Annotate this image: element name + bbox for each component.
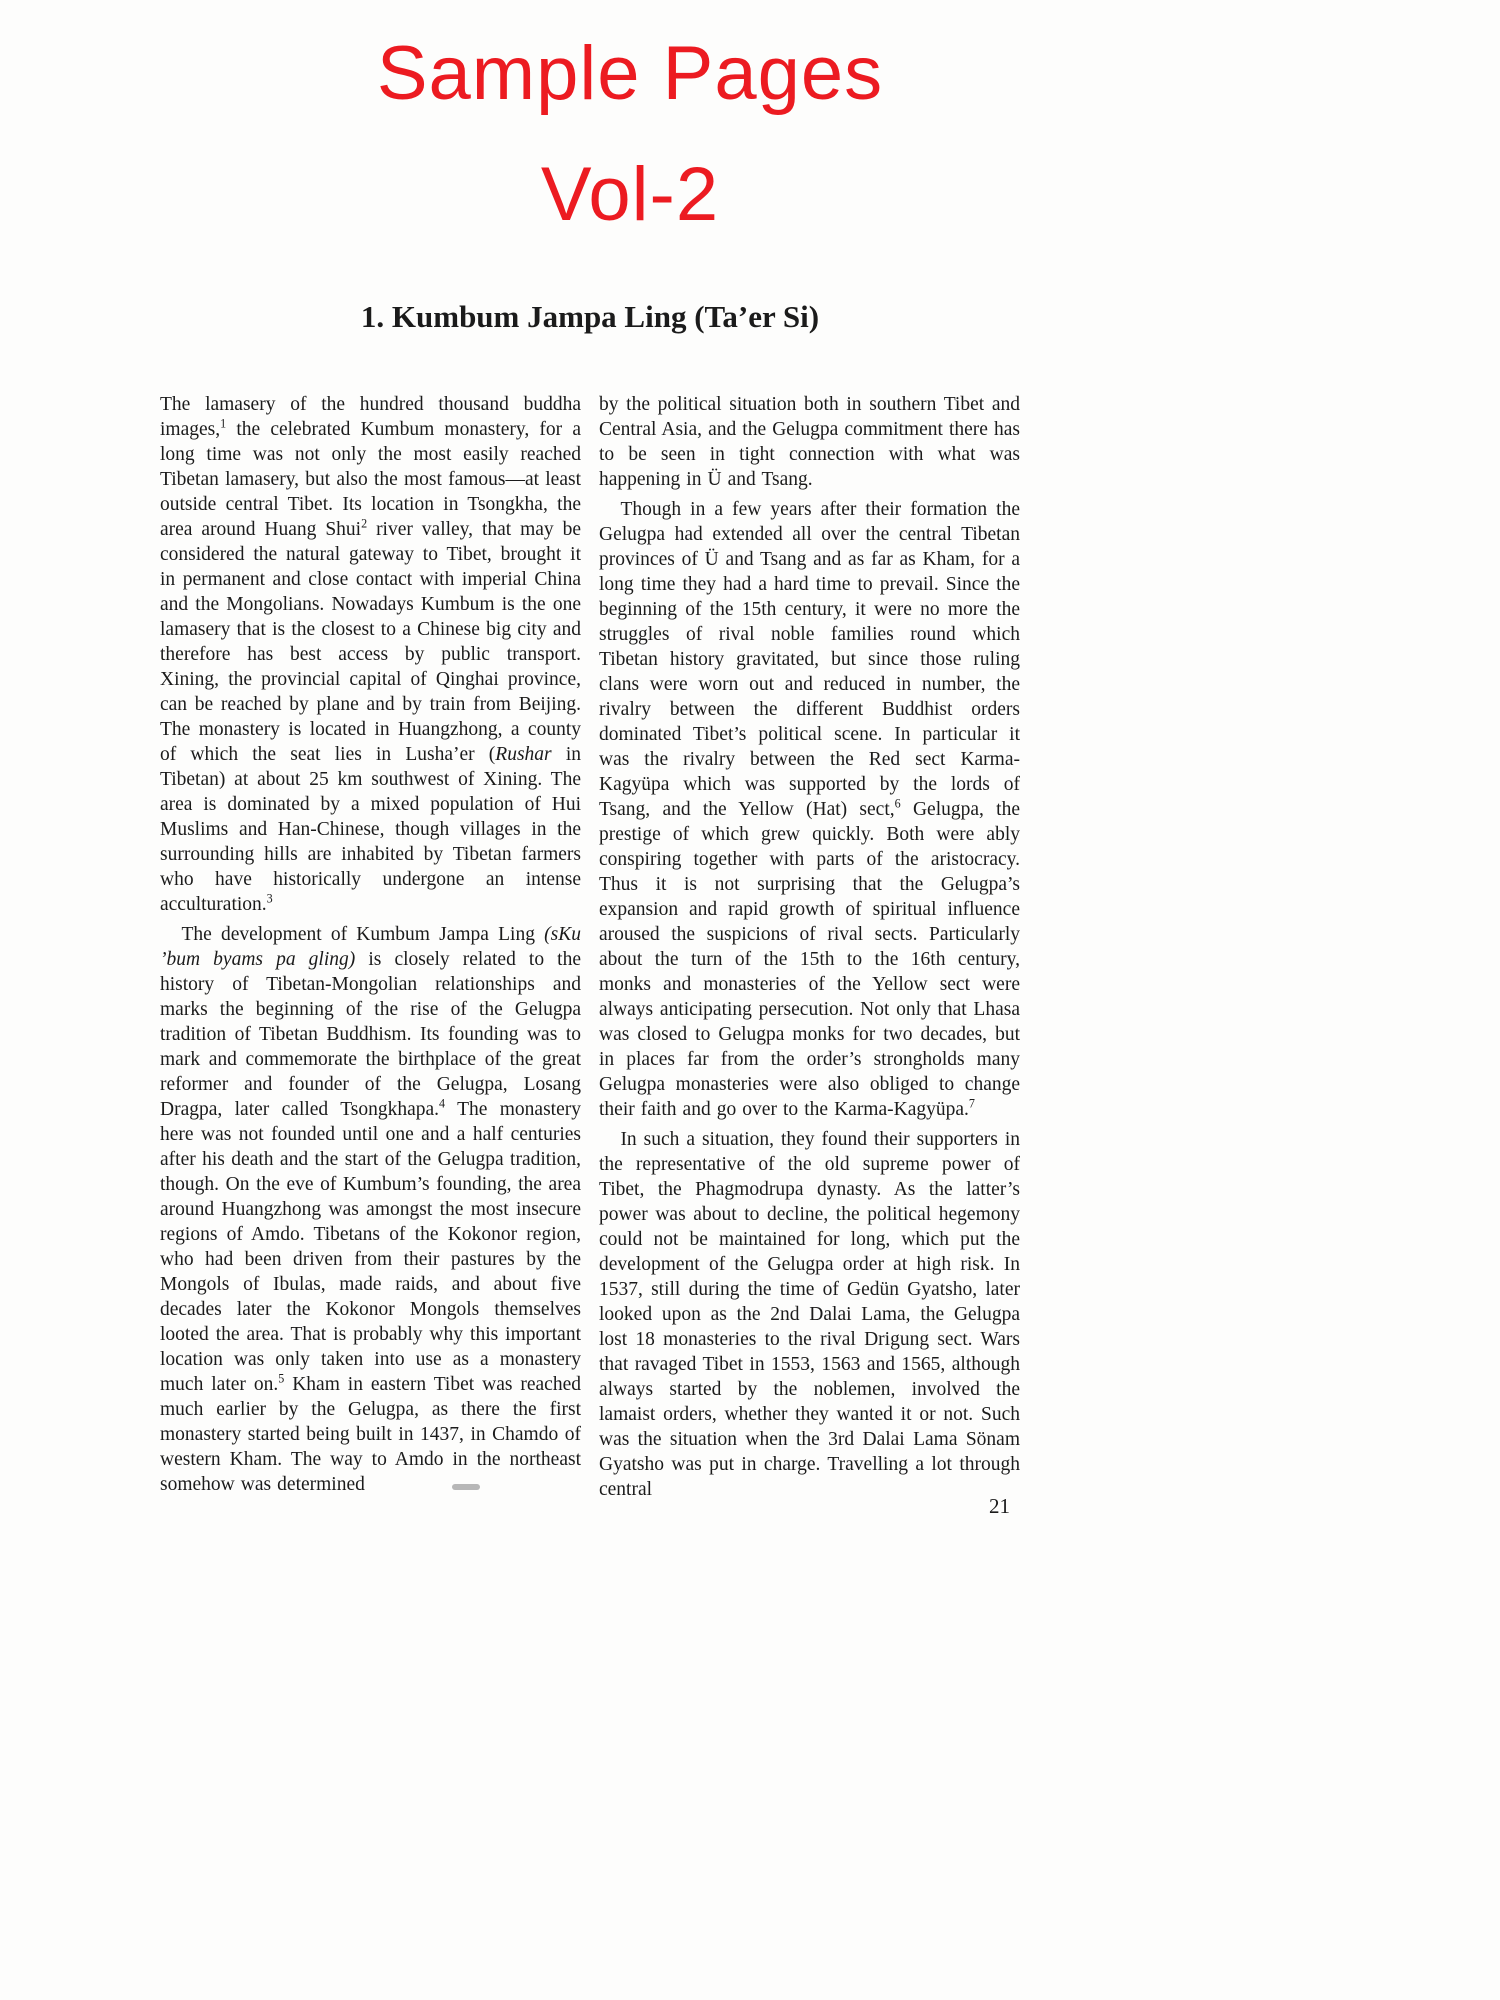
scan-smudge-artifact [452, 1484, 480, 1490]
paragraph-right-2: Though in a few years after their formation the Gelugpa had extended all over the central Tibetan provinces of Ü and Tsang and as far as Kham, for a long time they had a hard time to prevail. Since the beginning of the 15th century, it were no more the struggles of rival noble families round which Tibetan history gravitated, but since those ruling clans were worn out and reduced in number, the rivalry between the different Buddhist orders dominated Tibet’s political scene. In particular it was the rivalry between the Red sect Karma-Kagyüpa which was supported by the lords of Tsang, and the Yellow (Hat) sect,$^6$ Gelugpa, the prestige of which grew quickly. Both were ably conspiring together with parts of the aristocracy. Thus it is not surprising that the Gelugpa’s expansion and rapid growth of spiritual influence aroused the suspicions of rival sects. Particularly about the turn of the 15th to the 16th century, monks and monasteries of the Yellow sect were always anticipating persecution. Not only that Lhasa was closed to Gelugpa monks for two decades, but in places far from the order’s strongholds many Gelugpa monasteries were also obliged to change their faith and go over to the Karma-Kagyüpa.$^7$ [599, 499, 1020, 1120]
paragraph-right-3: In such a situation, they found their supporters in the representative of the old supreme power of Tibet, the Phagmodrupa dynasty. As the latter’s power was about to decline, the political hegemony could not be maintained for long, which put the development of the Gelugpa order at high risk. In 1537, still during the time of Gedün Gyatsho, later looked upon as the 2nd Dalai Lama, the Gelugpa lost 18 monasteries to the rival Drigung sect. Wars that ravaged Tibet in 1553, 1563 and 1565, although always started by the noblemen, involved the lamaist orders, whether they wanted it or not. Such was the situation when the 3rd Dalai Lama Sönam Gyatsho was put in charge. Travelling a lot through central [599, 1129, 1020, 1500]
right-column [599, 392, 1020, 1502]
sample-pages-title: Sample Pages [376, 31, 884, 116]
sample-pages-header [100, 30, 1160, 239]
paragraph-right-1: by the political situation both in southern Tibet and Central Asia, and the Gelugpa commitment there has to be seen in tight connection with what was happening in Ü and Tsang. [599, 394, 1020, 490]
paragraph-left-2: The development of Kumbum Jampa Ling (sKu ’bum byams pa gling) is closely related to the history of Tibetan-Mongolian relationships and marks the beginning of the rise of the Gelugpa tradition of Tibetan Buddhism. Its founding was to mark and commemorate the birthplace of the great reformer and founder of the Gelugpa, Losang Dragpa, later called Tsongkhapa.$^4$ The monastery here was not founded until one and a half centuries after his death and the start of the Gelugpa tradition, though. On the eve of Kumbum’s founding, the area around Huangzhong was amongst the most insecure regions of Amdo. Tibetans of the Kokonor region, who had been driven from their pastures by the Mongols of Ibulas, made raids, and about five decades later the Kokonor Mongols themselves looted the area. That is probably why this important location was only taken into use as a monastery much later on.$^5$ Kham in eastern Tibet was reached much earlier by the Gelugpa, as there the first monastery started being built in 1437, in Chamdo of western Kham. The way to Amdo in the northeast somehow was determined [160, 924, 581, 1495]
left-column [160, 392, 581, 1502]
text-columns [160, 392, 1020, 1502]
chapter-heading: 1. Kumbum Jampa Ling (Ta’er Si) [360, 299, 820, 334]
page-number: 21 [989, 1494, 1010, 1518]
paragraph-left-1: The lamasery of the hundred thousand buddha images,$^1$ the celebrated Kumbum monastery, for a long time was not only the most easily reached Tibetan lamasery, but also the most famous—at least outside central Tibet. Its location in Tsongkha, the area around Huang Shui$^2$ river valley, that may be considered the natural gateway to Tibet, brought it in permanent and close contact with imperial China and the Mongolians. Nowadays Kumbum is the one lamasery that is the closest to a Chinese big city and therefore has best access by public transport. Xining, the provincial capital of Qinghai province, can be reached by plane and by train from Beijing. The monastery is located in Huangzhong, a county of which the seat lies in Lusha’er (Rushar in Tibetan) at about 25 km southwest of Xining. The area is dominated by a mixed population of Hui Muslims and Han-Chinese, though villages in the surrounding hills are inhabited by Tibetan farmers who have historically undergone an intense acculturation.$^3$ [160, 394, 581, 915]
volume-label: Vol-2 [540, 152, 720, 238]
